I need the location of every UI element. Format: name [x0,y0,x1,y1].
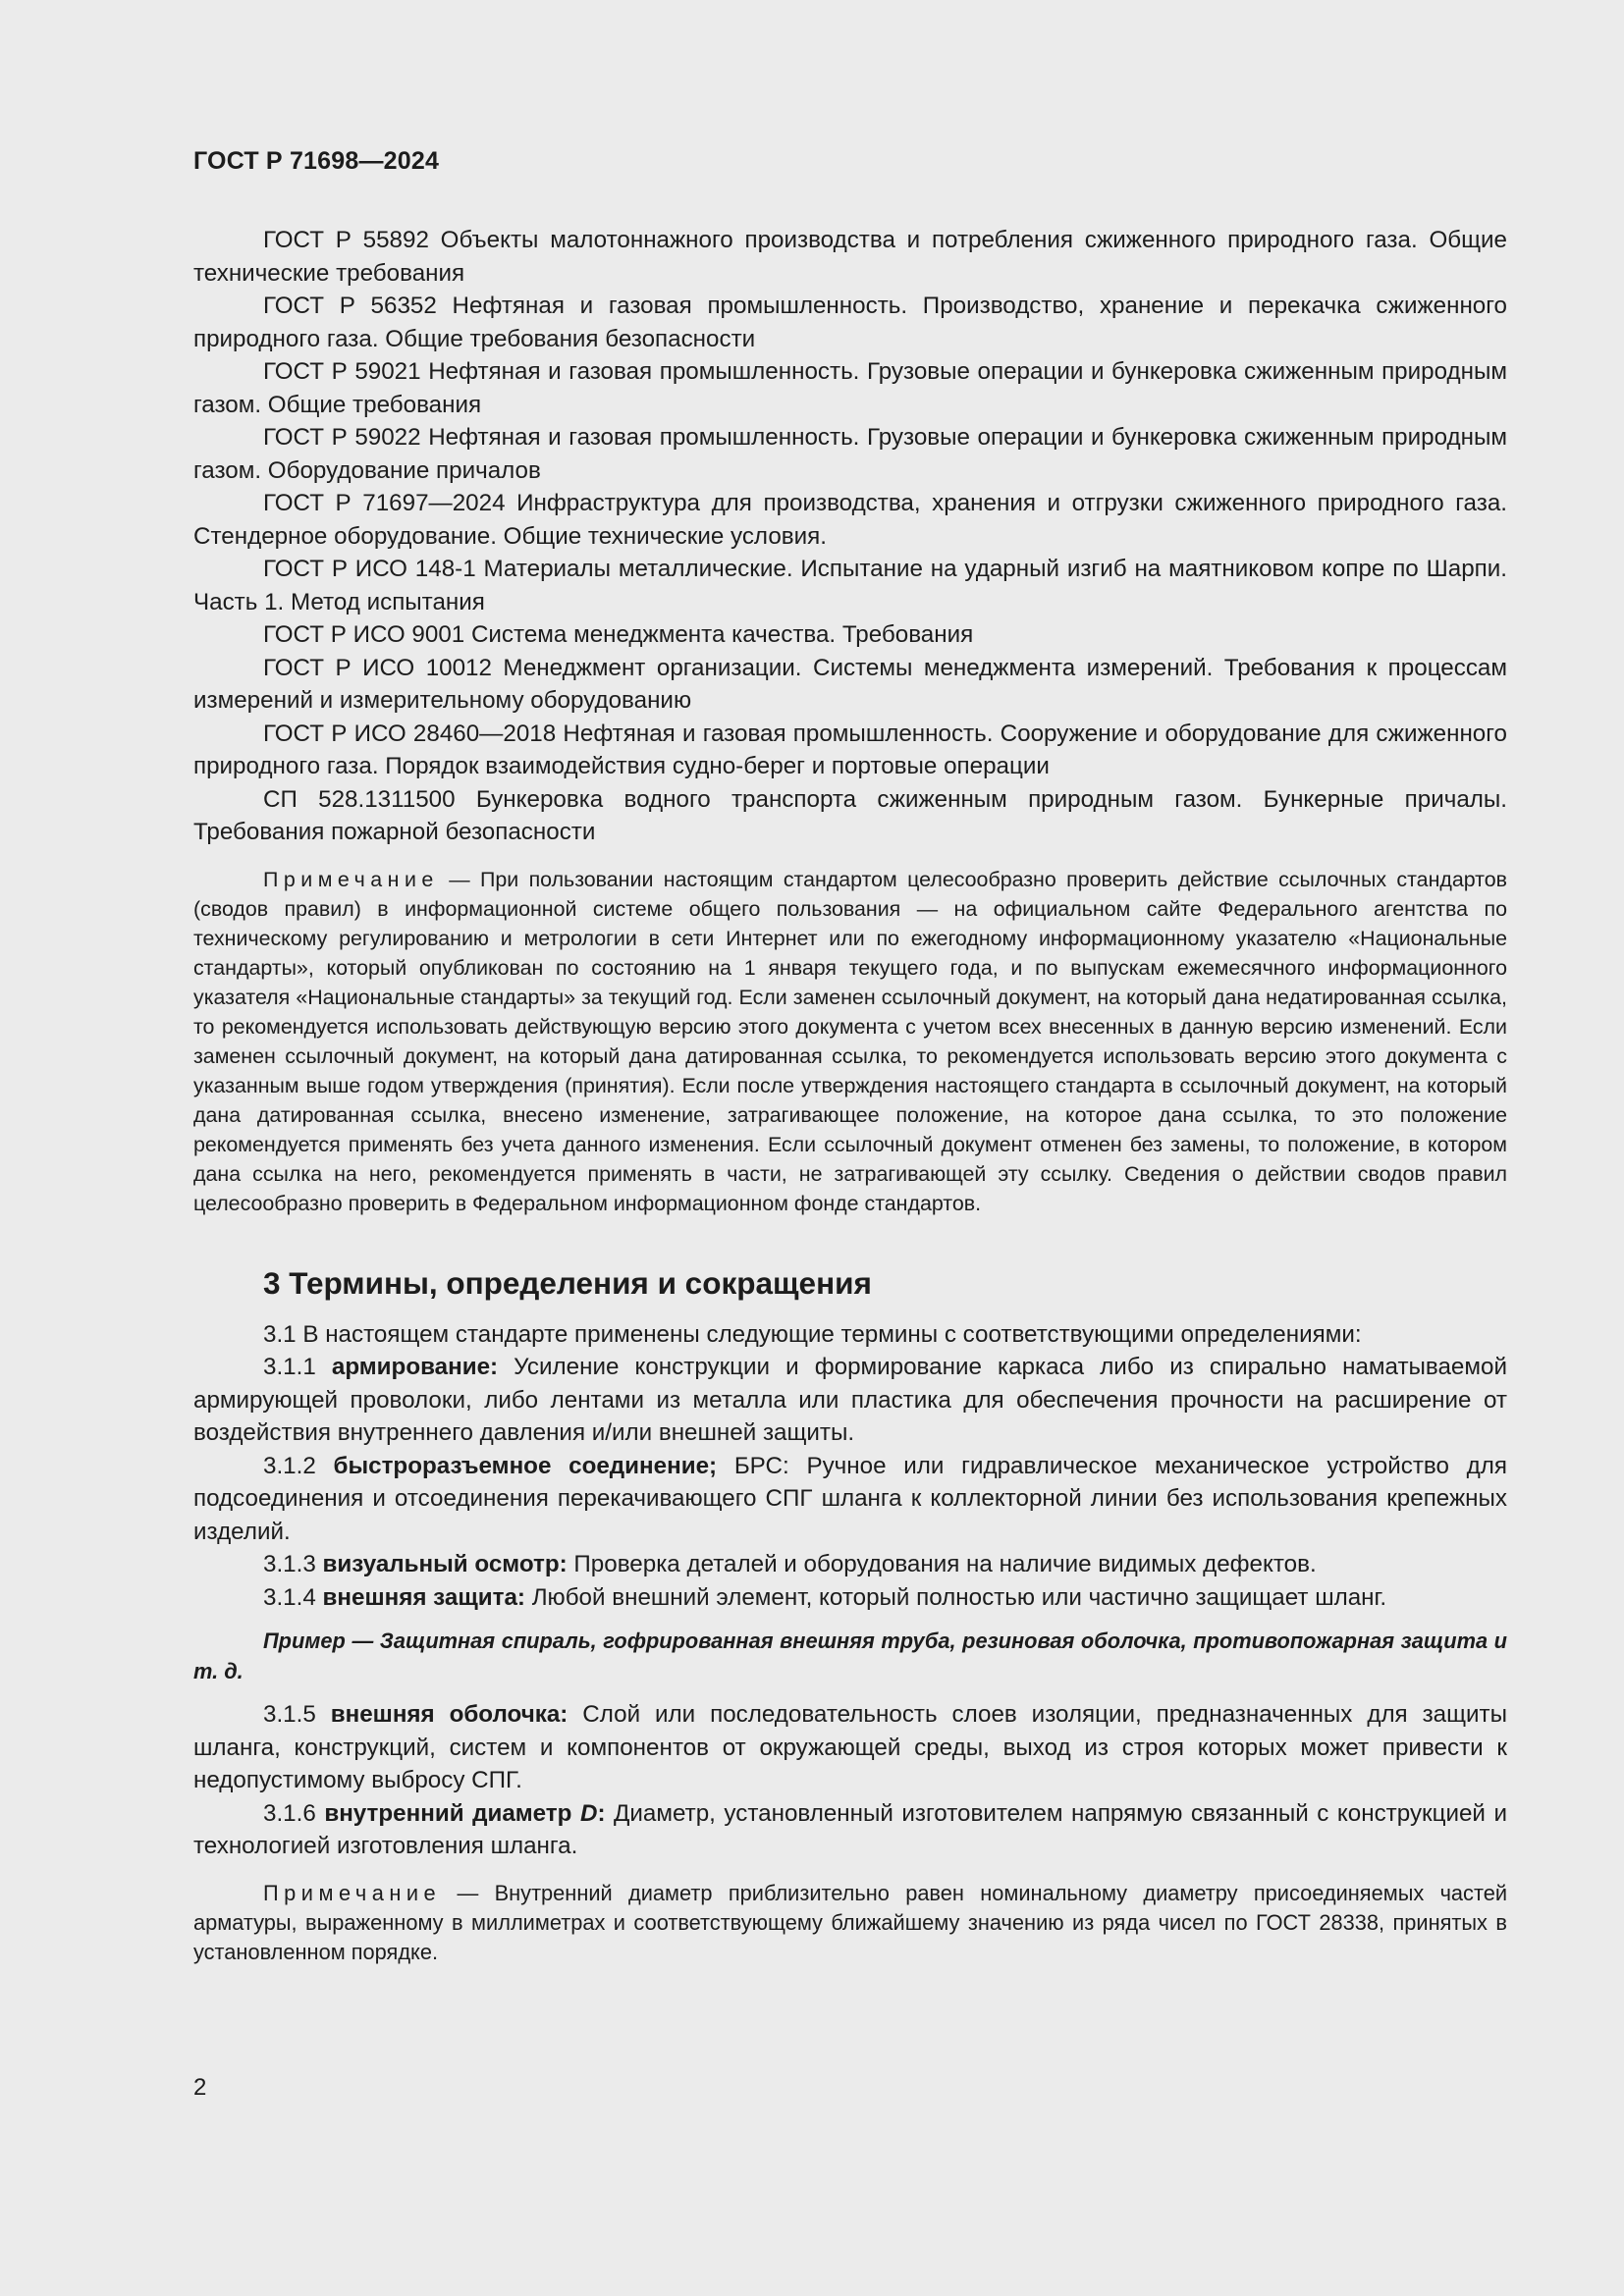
references-note [193,865,1507,1218]
section-title: 3 Термины, определения и сокращения [263,1264,872,1301]
note-label: Примечание [263,867,439,891]
term-example: Пример — Защитная спираль, гофрированная внешняя труба, резиновая оболочка, противопожарная защита и т. д. [193,1629,1507,1683]
reference-item: ГОСТ Р 71697—2024 Инфраструктура для производства, хранения и отгрузки сжиженного природного газа. Стендерное оборудование. Общие технические условия. [193,490,1507,550]
reference-item: ГОСТ Р ИСО 28460—2018 Нефтяная и газовая промышленность. Сооружение и оборудование для сжиженного природного газа. Порядок взаимодействия судно-берег и портовые операции [193,720,1507,779]
reference-item: ГОСТ Р ИСО 10012 Менеджмент организации. Системы менеджмента измерений. Требования к процессам измерений и измерительному оборудованию [193,654,1507,714]
note-dash: — [441,1880,495,1905]
reference-item: ГОСТ Р ИСО 148-1 Материалы металлические. Испытание на ударный изгиб на маятниковом копре по Шарпи. Часть 1. Метод испытания [193,556,1507,615]
term-number: 3.1.6 [263,1799,325,1827]
terms-intro: 3.1 В настоящем стандарте применены следующие термины с соответствующими определениями: [263,1320,1362,1348]
note-text: При пользовании настоящим стандартом целесообразно проверить действие ссылочных стандартов (сводов правил) в информационной системе общего пользования — на официальном сайте Федерального агентства по техническому регулированию и метрологии в сети Интернет или по ежегодному информационному указателю «Национальные стандарты», который опубликован по состоянию на 1 января текущего года, и по выпускам ежемесячного информационного указателя «Национальные стандарты» за текущий год. Если заменен ссылочный документ, на который дана недатированная ссылка, то рекомендуется использовать действующую версию этого документа с учетом всех внесенных в данную версию изменений. Если заменен ссылочный документ, на который дана датированная ссылка, то рекомендуется использовать версию этого документа с указанным выше годом утверждения (принятия). Если после утверждения настоящего стандарта в ссылочный документ, на который дана датированная ссылка, внесено изменение, затрагивающее положение, на которое дана ссылка, то это положение рекомендуется применять без учета данного изменения. Если ссылочный документ отменен без замены, то положение, в котором дана ссылка на него, рекомендуется применять в части, не затрагивающей эту ссылку. Сведения о действии сводов правил целесообразно проверить в Федеральном информационном фонде стандартов. [193,867,1508,1215]
term-name: визуальный осмотр: [322,1551,568,1577]
term-note [193,1879,1507,1967]
note-dash: — [438,867,480,891]
term-name: быстроразъемное соединение; [333,1452,718,1479]
term-number: 3.1.1 [263,1354,332,1380]
term-3-1-1 [193,1351,1507,1450]
page-content [193,224,1507,1967]
term-number: 3.1.3 [263,1551,323,1577]
term-colon: : [597,1799,606,1827]
term-name: внешняя оболочка: [330,1701,568,1728]
note-text: Внутренний диаметр приблизительно равен номинальному диаметру присоединяемых частей арматуры, выраженному в миллиметрах и соответствующему ближайшему значению из ряда чисел по ГОСТ 28338, принятых в установленном порядке. [193,1880,1507,1964]
term-definition: Проверка деталей и оборудования на наличие видимых дефектов. [567,1551,1317,1577]
reference-item: ГОСТ Р 59021 Нефтяная и газовая промышленность. Грузовые операции и бункеровка сжиженным природным газом. Общие требования [193,358,1507,418]
term-definition: Слой или последовательность слоев изоляции, предназначенных для защиты шланга, конструкций, систем и компонентов от окружающей среды, выход из строя которых может привести к недопустимому выбросу СПГ. [193,1701,1508,1793]
term-3-1-4 [193,1581,1507,1615]
term-3-1-6 [193,1797,1507,1863]
term-3-1-2 [193,1450,1507,1549]
reference-item: СП 528.1311500 Бункеровка водного транспорта сжиженным природным газом. Бункерные причалы. Требования пожарной безопасности [193,785,1507,845]
term-3-1-3 [193,1548,1507,1581]
term-3-1-5 [193,1698,1507,1797]
term-number: 3.1.2 [263,1452,334,1479]
term-name: внешняя защита: [322,1583,525,1611]
term-name: армирование: [331,1354,499,1380]
reference-item: ГОСТ Р 56352 Нефтяная и газовая промышленность. Производство, хранение и перекачка сжиженного природного газа. Общие требования безопасности [193,293,1507,352]
page-number: 2 [193,2074,207,2101]
term-definition: Диаметр, установленный изготовителем напрямую связанный с конструкцией и технологией изготовления шланга. [193,1799,1507,1859]
term-definition: Усиление конструкции и формирование каркаса либо из спирально наматываемой армирующей проволоки, либо лентами из металла или пластика для обеспечения прочности на расширение от воздействия внутреннего давления и/или внешней защиты. [193,1354,1507,1446]
term-definition: БРС: Ручное или гидравлическое механическое устройство для подсоединения и отсоединения перекачивающего СПГ шланга к коллекторной линии без использования крепежных изделий. [193,1452,1507,1545]
reference-item: ГОСТ Р 55892 Объекты малотоннажного производства и потребления сжиженного природного газа. Общие технические требования [193,227,1507,287]
term-definition: Любой внешний элемент, который полностью или частично защищает шланг. [524,1583,1387,1611]
reference-item: ГОСТ Р 59022 Нефтяная и газовая промышленность. Грузовые операции и бункеровка сжиженным природным газом. Оборудование причалов [193,424,1507,484]
reference-item: ГОСТ Р ИСО 9001 Система менеджмента качества. Требования [263,621,974,648]
term-number: 3.1.4 [263,1583,323,1611]
note-label: Примечание [263,1880,442,1905]
document-header: ГОСТ Р 71698—2024 [193,147,440,175]
term-name: внутренний диаметр [324,1799,580,1827]
term-symbol: D [579,1799,598,1827]
normative-references-list [193,224,1507,849]
term-number: 3.1.5 [263,1701,331,1728]
